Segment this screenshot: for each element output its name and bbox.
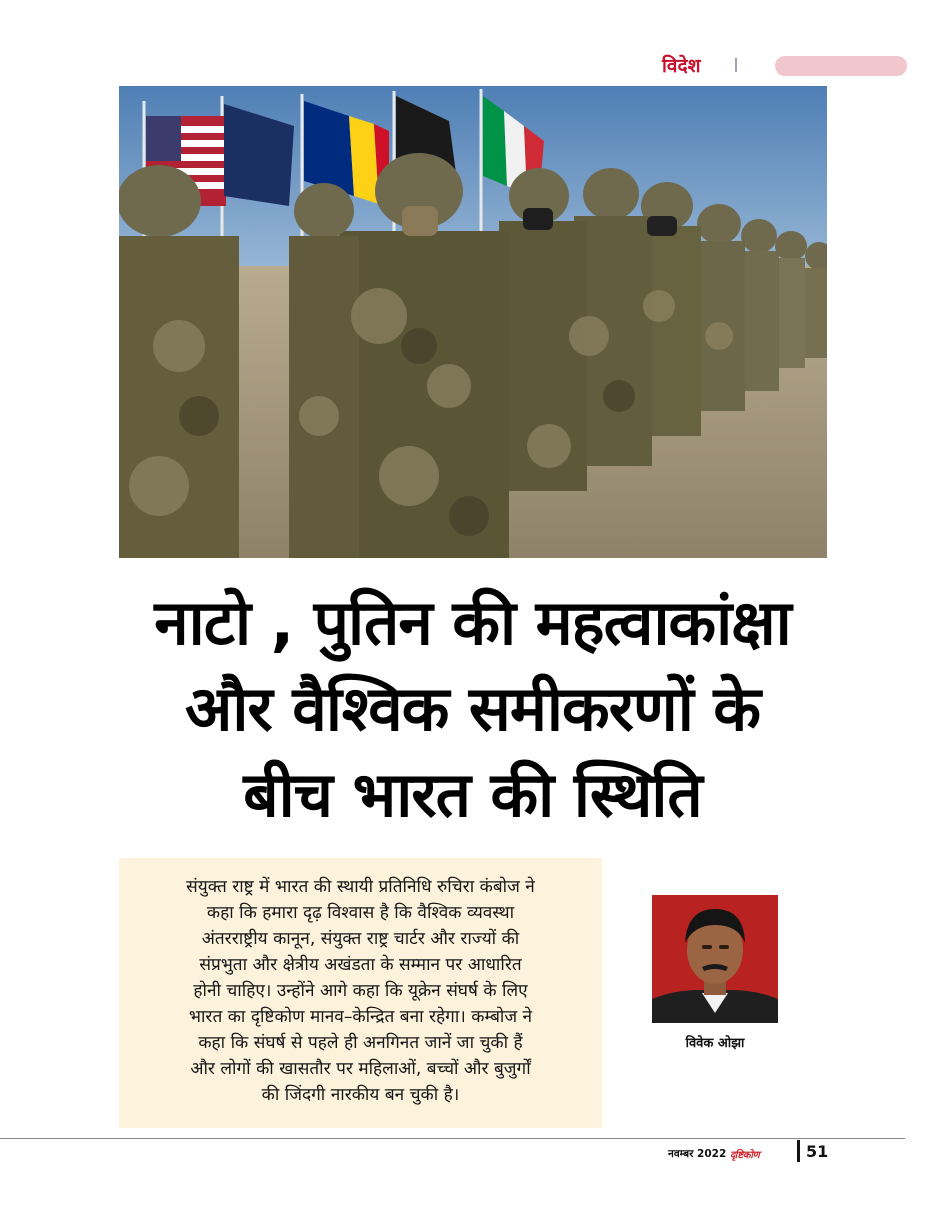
footer-divider <box>0 1138 905 1139</box>
page-number: 51 <box>806 1142 829 1161</box>
quote-line: कहा कि संघर्ष से पहले ही अनगिनत जानें जा चुकी हैं <box>198 1033 523 1053</box>
quote-line: की जिंदगी नारकीय बन चुकी है। <box>261 1085 460 1105</box>
soldiers-photo-icon <box>119 86 827 558</box>
footer-separator <box>797 1140 800 1162</box>
author-portrait-icon <box>652 895 778 1023</box>
author-photo <box>652 895 778 1023</box>
quote-line: भारत का दृष्टिकोण मानव–केन्द्रित बना रहेगा। कम्बोज ने <box>188 1007 533 1027</box>
magazine-logo: दृष्टिकोण <box>730 1150 760 1161</box>
section-divider <box>735 58 737 72</box>
quote-line: होनी चाहिए। उन्होंने आगे कहा कि यूक्रेन संघर्ष के लिए <box>193 981 528 1001</box>
section-decoration <box>775 56 907 76</box>
headline <box>100 580 845 838</box>
issue-date: नवम्बर 2022 <box>668 1148 727 1160</box>
quote-line: कहा कि हमारा दृढ़ विश्वास है कि वैश्विक व्यवस्था <box>206 903 515 923</box>
quote-line: संयुक्त राष्ट्र में भारत की स्थायी प्रतिनिधि रुचिरा कंबोज ने <box>186 877 535 897</box>
headline-line: बीच भारत की स्थिति <box>243 758 702 831</box>
author-name: विवेक ओझा <box>685 1036 745 1051</box>
quote-line: और लोगों की खासतौर पर महिलाओं, बच्चों और बुजुर्गों <box>190 1059 531 1079</box>
section-label: विदेश <box>662 55 701 77</box>
headline-line: नाटो , पुतिन की महत्वाकांक्षा <box>154 586 791 659</box>
quote-line: अंतरराष्ट्रीय कानून, संयुक्त राष्ट्र चार्टर और राज्यों की <box>201 929 520 949</box>
hero-image <box>119 86 827 558</box>
quote-line: संप्रभुता और क्षेत्रीय अखंडता के सम्मान पर आधारित <box>199 955 522 975</box>
headline-line: और वैश्विक समीकरणों के <box>184 672 761 745</box>
pull-quote <box>119 858 602 1128</box>
